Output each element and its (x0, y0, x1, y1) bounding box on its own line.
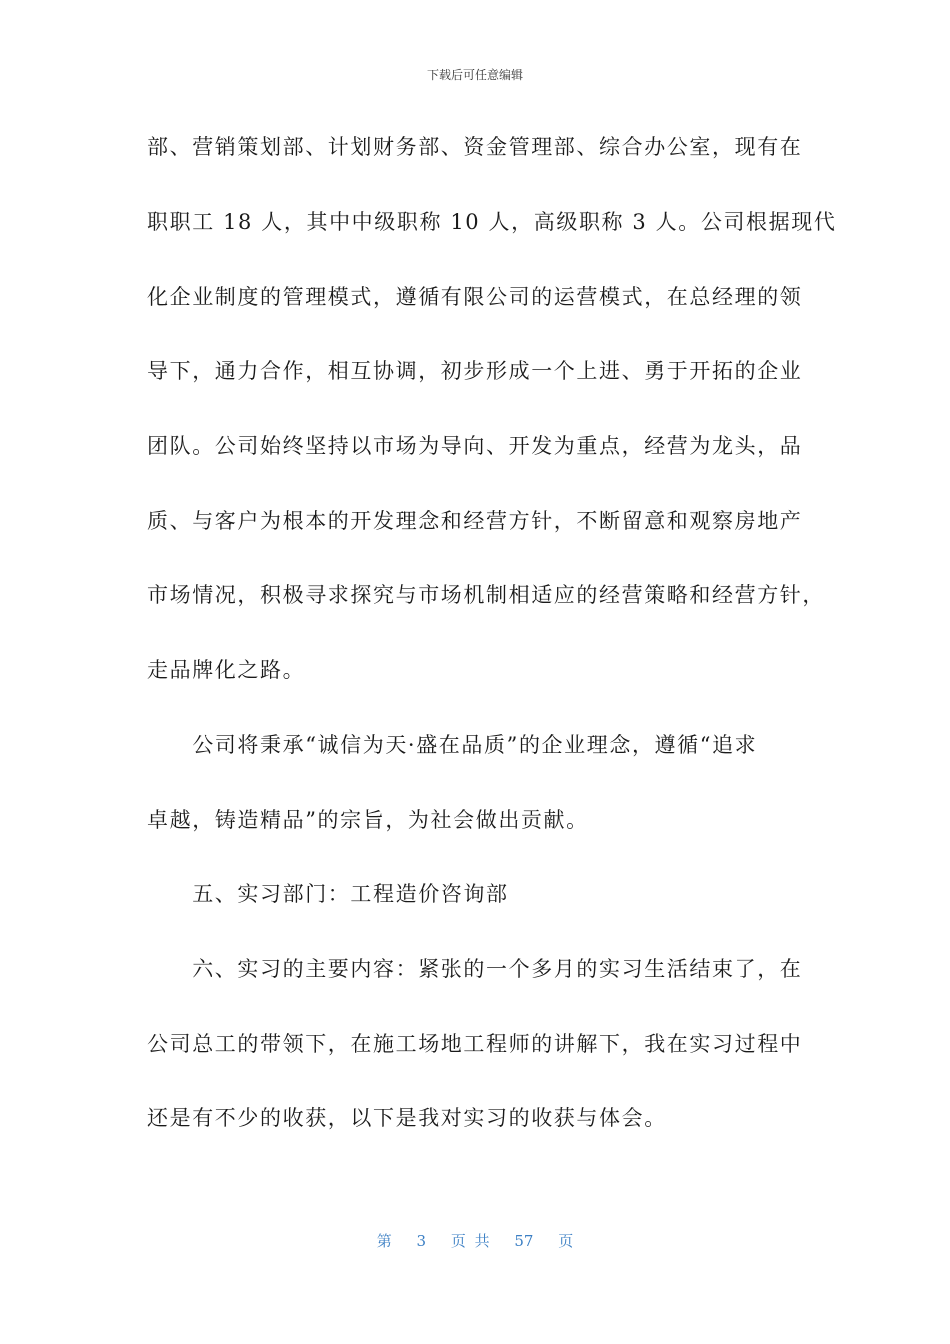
body-line: 部、营销策划部、计划财务部、资金管理部、综合办公室，现有在 (147, 135, 803, 159)
body-line: 还是有不少的收获，以下是我对实习的收获与体会。 (147, 1106, 667, 1130)
body-line: 市场情况，积极寻求探究与市场机制相适应的经营策略和经营方针， (147, 583, 825, 607)
body-line: 职职工 18 人，其中中级职称 10 人，高级职称 3 人。公司根据现代 (147, 210, 837, 234)
body-line: 六、实习的主要内容：紧张的一个多月的实习生活结束了，在 (147, 957, 803, 981)
page-header: 下载后可任意编辑 (426, 68, 523, 82)
footer-total-label: 页 共 (450, 1232, 490, 1250)
body-line: 走品牌化之路。 (147, 658, 306, 682)
footer-page-label: 第 (376, 1232, 392, 1250)
page-footer (0, 1230, 950, 1251)
footer-page-suffix: 页 (558, 1232, 574, 1250)
body-line: 化企业制度的管理模式，遵循有限公司的运营模式，在总经理的领 (147, 285, 803, 309)
body-line: 五、实习部门：工程造价咨询部 (147, 882, 509, 906)
body-line: 导下，通力合作，相互协调，初步形成一个上进、勇于开拓的企业 (147, 359, 803, 383)
body-line: 卓越，铸造精品”的宗旨，为社会做出贡献。 (147, 808, 589, 832)
body-line: 团队。公司始终坚持以市场为导向、开发为重点，经营为龙头，品 (147, 434, 803, 458)
body-line: 公司将秉承“诚信为天·盛在品质”的企业理念，遵循“追求 (147, 733, 758, 757)
body-line: 公司总工的带领下，在施工场地工程师的讲解下，我在实习过程中 (147, 1032, 803, 1056)
body-line: 质、与客户为根本的开发理念和经营方针，不断留意和观察房地产 (147, 509, 803, 533)
footer-total-pages: 57 (514, 1232, 534, 1250)
footer-page-number: 3 (416, 1232, 427, 1250)
